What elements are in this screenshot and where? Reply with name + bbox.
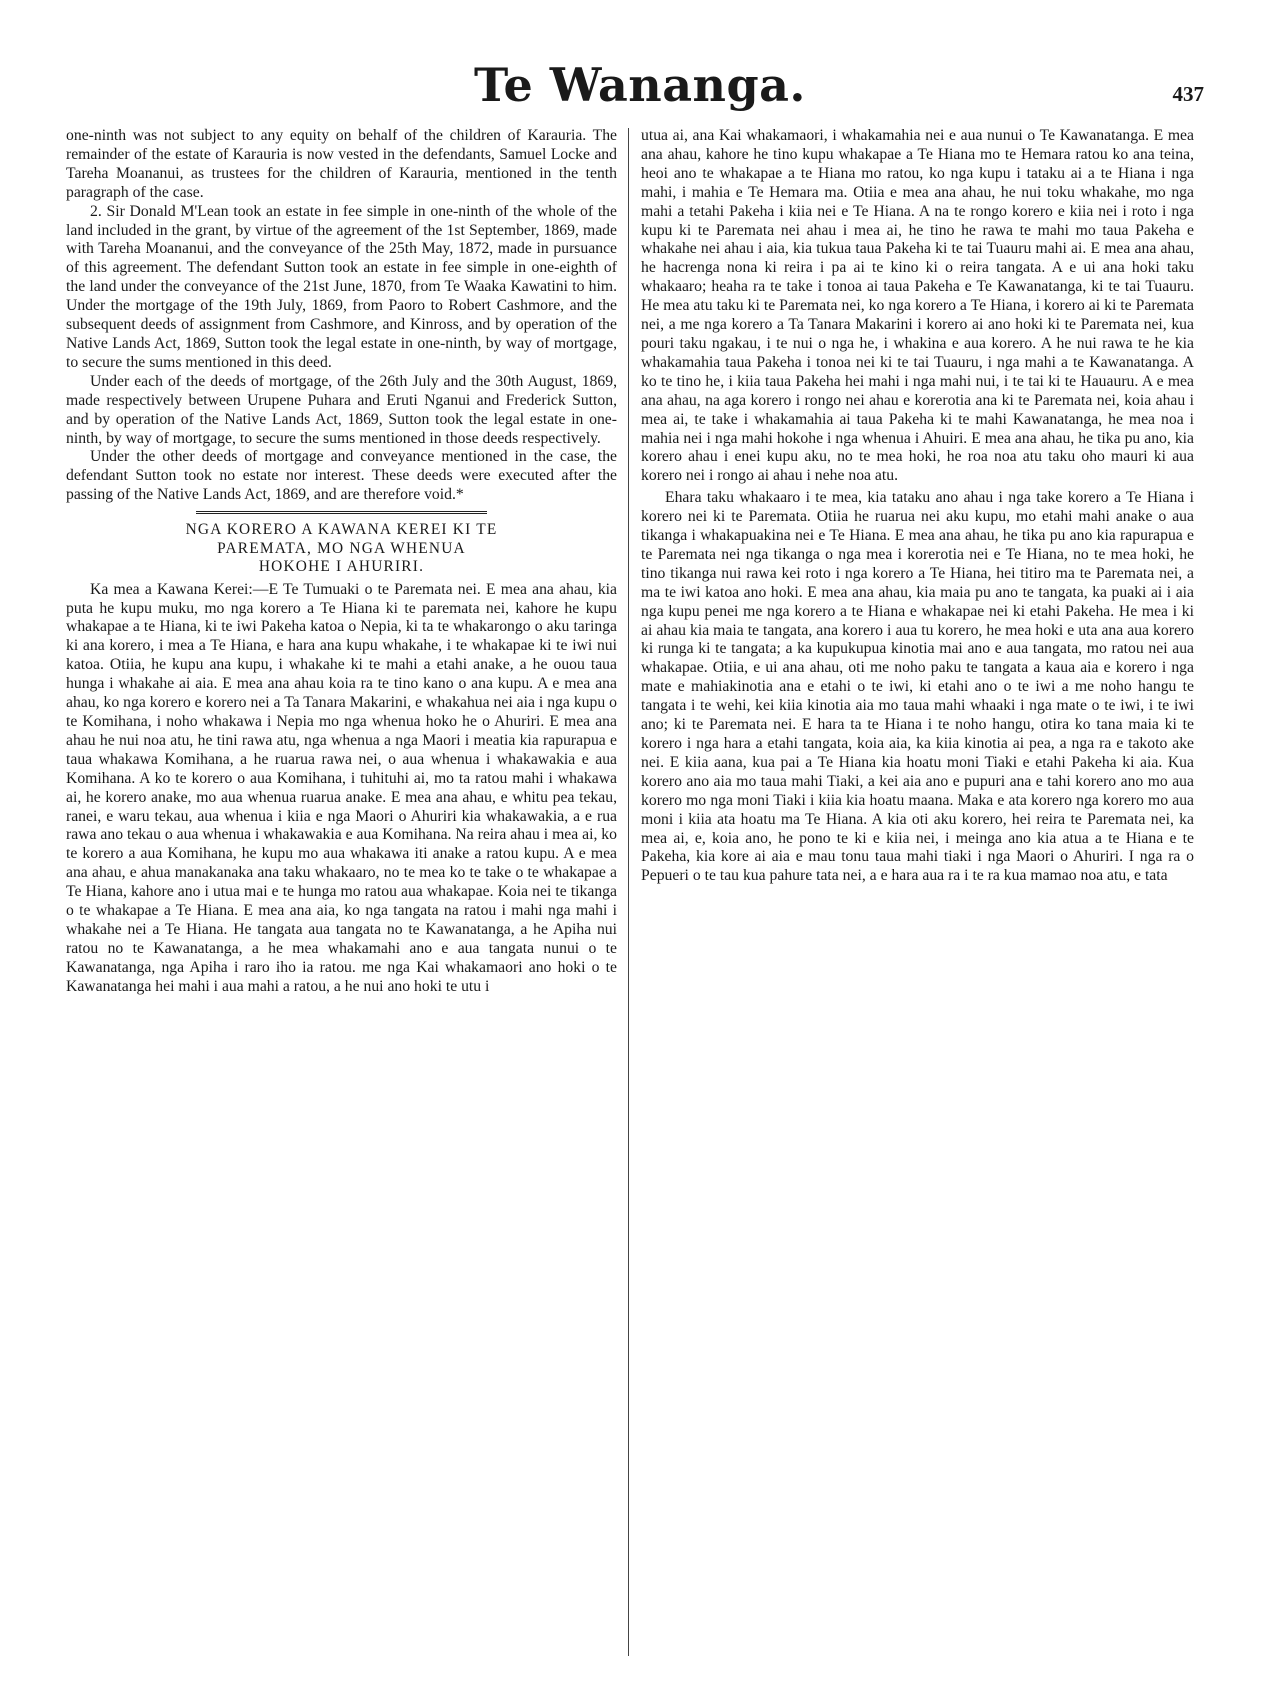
right-paragraph-2: Ehara taku whakaaro i te mea, kia tataku ano ahau i nga take korero a Te Hiana i korero nei ki te Paremata. Otiia he ruarua nei aku kupu, mo etahi mahi anake o aua tikanga i whakapuakina nei e Te Hiana. E mea ana ahau, he tika pu ano kia rapurapua e te Paremata nei nga tikanga o nga mea i korerotia nei e Te Hiana, no te mea hoki, he tino tikanga nui rawa kei roto i nga korero a Te Hiana, hei titiro ma te Paremata nei, a ma te iwi katoa ano hoki. E mea ana ahau, kia maia pu ano te tangata, ka puaki ai i aia nga kupu penei me nga korero a te Hiana e whakapae nei ki etahi Pakeha. He mea i ki ai ahau kia maia te tangata, ana korero i aua tu korero, he mea hoki e uta ana aua korero ki runga ki te tangata; a ka kupukupua kinotia mai ano e aua tangata, mo ratou nei aua whakapae. Otiia, e ui ana ahau, oti me noho paku te tangata a kaua aia e korero i nga mate e mahiakinotia ana e etahi o te iwi, ki etahi ano o te iwi a me noho hangu te tangata i te wehi, kei kiia kinotia aia mo taua mahi whaaki i nga mate o te iwi, i te iwi ano; ki te Paremata nei. E hara ta te Hiana i te noho hangu, otira ko tana maia ki te korero i nga hara a etahi tangata, koia aia, ka kiia kinotia ai pea, a nga ra e takoto ake nei. E kiia aana, kua pai a Te Hiana kia hoatu moni Tiaki e etahi Pakeha ki aia. Kua korero ano aia mo taua mahi Tiaki, a kei aia ano e pupuri ana e tahi korero ano mo aua korero mo nga moni Tiaki i kiia kia hoatu maana. Maka e ata korero nga korero mo aua moni i kiia ata hoatu ma Te Hiana. A kia oti aku korero, hei reira te Paremata nei, ka mea ai, e, koia ano, he pono te ki e kiia nei, i meinga ano kia atua a te Hiana e te Pakeha, kia kore ai aia e mau tonu taua mahi tiaki i nga Maori o Ahuriri. I nga ra o Pepueri o te tau kua pahure tata nei, a e hara aua ra i te ra kua mamao noa atu, e tata — [641, 489, 1194, 885]
right-paragraph-1: utua ai, ana Kai whakamaori, i whakamahia nei e aua nunui o Te Kawanatanga. E mea ana ahau, kahore he tino kupu whakapae a Te Hiana mo te Hemara ratou ko ana teina, heoi ano te whakapae a te Hiana mo ratou, ko nga kupu i tataku ai a te Hiana i nga mahi, i mahia e Te Hemara ma. Otiia e mea ana ahau, he nui toku whakahe, mo nga mahi a tetahi Pakeha i kiia nei e Te Hiana. A na te rongo korero e kiia nei i roto i nga kupu ki te Paremata nei ahau i mea ai, he tino he rawa te mahi mo taua Pakeha e whakahe nei ahau i aia, kia tukua taua Pakeha ki te tai Tuauru mahi ai. E mea ana ahau, he hacrenga nona ki reira i pa ai te kino ki o reira tangata. A e ui ana hoki taku whakaaro; heaha ra te take i tonoa ai taua Pakeha e Te Kawanatanga, ki te tai Tuauru. He mea atu taku ki te Paremata nei, ko nga korero a Te Hiana, i korero ai ki te Paremata nei, a me nga korero a Ta Tanara Makarini i korero ai ano hoki ki te Paremata nei, kua pouri taku ngakau, i te nui o nga he, i whakina e aua korero. A he nui rawa te he kia whakamahia taua Pakeha i tonoa nei ki te tai Tuauru, i nga mahi a te Kawanatanga. A ko te tino he, i kiia taua Pakeha hei mahi i nga mahi nui, i te tai ki te Hauauru. A e mea ana ahau, na aga korero i rongo nei ahau e korerotia ana ki te Paremata nei, koia ahau i mea ai, te take i whakamahia ai taua Pakeha ki te mahi Kawanatanga, he mea noa i mahia nei i nga mahi hokohe i nga whenua i Ahuiri. E mea ana ahau, he tika pu ano, kia korero ahau i enei kupu aku, no te mea hoki, he roa noa atu taku oho mauri ki aua korero nei i rongo ai ahau i nehe noa atu. — [641, 127, 1194, 485]
speech-paragraph: Ka mea a Kawana Kerei:—E Te Tumuaki o te Paremata nei. E mea ana ahau, kia puta he kupu muku, mo nga korero a Te Hiana ki te paremata nei, kahore he kupu whakapae a te Hiana, ki te iwi Pakeha katoa o Nepia, ki ta te whakarongo o aku taringa ki ana korero, i mea a Te Hiana, e hara ana kupu whakahe, i te whakapae ki te iwi nui katoa. Otiia, he kupu ana kupu, i whakahe ki te mahi a etahi anake, a he ouou taua hunga i whakahe ai aia. E mea ana ahau koia ra te tino kano o ana kupu. A e mea ana ahau, ko nga korero e korero nei a Ta Tanara Makarini, e whakahua nei aia i nga kupu o te Komihana, i noho whakawa i Nepia mo nga whenua hoko he o Ahuriri. E mea ana ahau he nui noa atu, he tini rawa atu, nga whenua a nga Maori i meatia kia rapurapua e taua whakawa Komihana, a he ruarua rawa nei, o aua whenua i whakawakia e aua Komihana. A ko te korero o aua Komihana, i tuhituhi ai, mo ta ratou mahi i whakawa ai, he korero anake, mo aua whenua ruarua anake. E mea ana ahau, e whitu pea tekau, ranei, e waru tekau, aua whenua i kiia e nga Maori o Ahuriri kia whakawakia, a e rua rawa ano tekau o aua whenua i whakawakia e aua Komihana. Na reira ahau i mea ai, ko te korero a aua Komihana, he kupu mo aua whakawa iti anake a ratou kupu. A e mea ana ahau, e ahua manakanaka ana taku whakaaro, no te mea ko te take o te whakapae a Te Hiana, kahore ano i utua mai e te hunga mo ratou aua whakapae. Koia nei te tikanga o te whakapae a Te Hiana. E mea ana aia, ko nga tangata na ratou i mahi nga mahi i whakahe nei a Te Hiana. He tangata aua tangata no te Kawanatanga, a he Apiha nui ratou no te Kawanatanga, a he mea whakamahi ano e aua tangata nunui o te Kawanatanga, nga Apiha i raro iho ia ratou. me nga Kai whakamaori ano hoki o te Kawanatanga hei mahi i aua mahi a ratou, a he nui ano hoki te utu i — [66, 580, 617, 995]
page-number: 437 — [1172, 82, 1204, 106]
section-heading-line-3: HOKOHE I AHURIRI. — [258, 558, 425, 576]
masthead — [0, 52, 1280, 118]
section-heading — [72, 521, 611, 577]
section-heading-line-2: PAREMATA, MO NGA WHENUA — [217, 539, 466, 557]
left-paragraph-2: 2. Sir Donald M'Lean took an estate in fee simple in one-ninth of the whole of the land included in the grant, by virtue of the agreement of the 1st September, 1869, made with Tareha Moananui, and the conveyance of the 25th May, 1872, made in pursuance of this agreement. The defendant Sutton took an estate in fee simple in one-eighth of the land under the conveyance of the 21st June, 1870, from Te Waaka Kawatini to him. Under the mortgage of the 19th July, 1869, from Paoro to Robert Cashmore, and the subsequent deeds of assignment from Cashmore, and Kinross, and by operation of the Native Lands Act, 1869, Sutton took the legal estate in one-ninth, by way of mortgage, to secure the sums mentioned in this deed. — [66, 202, 617, 371]
left-paragraph-1: one-ninth was not subject to any equity on behalf of the children of Karauria. The remainder of the estate of Karauria is now vested in the defendants, Samuel Locke and Tareha Moananui, as trustees for the children of Karauria, mentioned in the tenth paragraph of the case. — [66, 127, 617, 201]
page-title: Te Wananga. — [474, 58, 806, 112]
right-column — [641, 127, 1194, 1658]
section-heading-line-1: NGA KORERO A KAWANA KEREI KI TE — [185, 521, 498, 539]
section-divider — [196, 511, 487, 514]
left-paragraph-4: Under the other deeds of mortgage and conveyance mentioned in the case, the defendant Sutton took no estate nor interest. These deeds were executed after the passing of the Native Lands Act, 1869, and are therefore void.* — [66, 448, 617, 504]
left-column — [66, 127, 617, 1658]
left-paragraph-3: Under each of the deeds of mortgage, of the 26th July and the 30th August, 1869, made respectively between Urupene Puhara and Eruti Nganui and Frederick Sutton, and by operation of the Native Lands Act, 1869, Sutton took the legal estate in one-ninth, by way of mortgage, to secure the sums mentioned in those deeds respectively. — [66, 372, 617, 447]
column-rule — [628, 128, 629, 1656]
